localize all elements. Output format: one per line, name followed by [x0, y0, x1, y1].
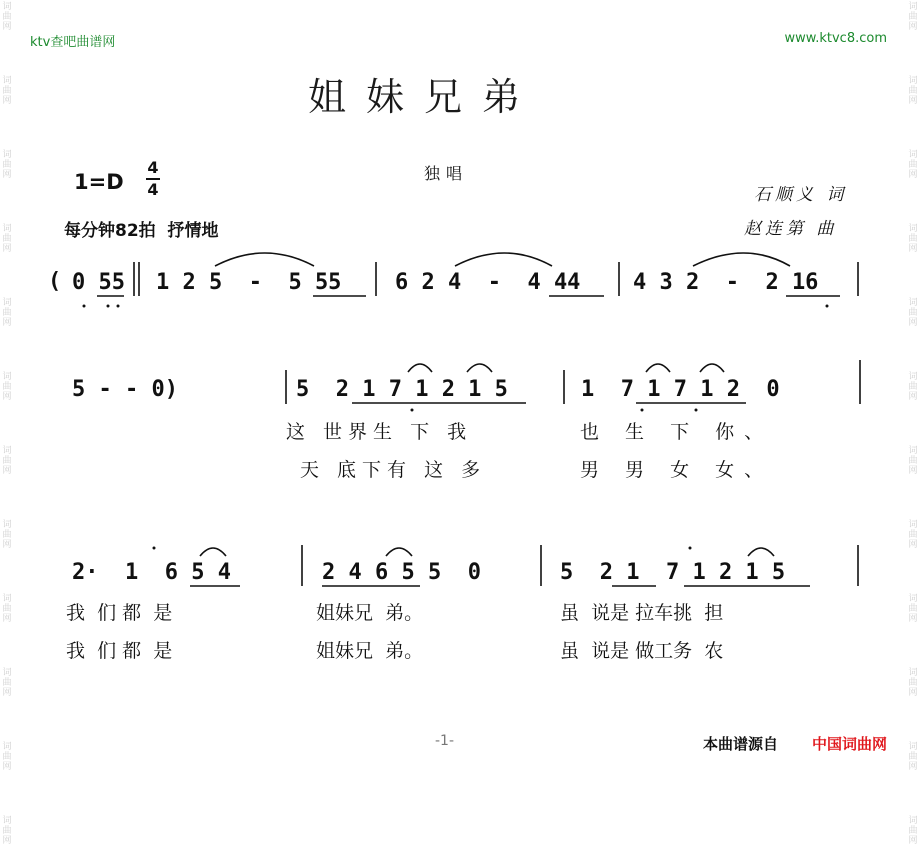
- watermark-group: 词 曲 网: [908, 76, 918, 106]
- watermark-group: 词 曲 网: [2, 224, 12, 254]
- watermark-group: 词 曲 网: [2, 76, 12, 106]
- watermark-group: 词 曲 网: [2, 520, 12, 550]
- watermark-group: 词 曲 网: [2, 2, 12, 32]
- watermark-group: 词 曲 网: [2, 742, 12, 772]
- score-line1-paren: (: [48, 269, 62, 294]
- score-line2-measure-1: 5 - - 0): [72, 377, 178, 402]
- lyrics-line3-verse1-b: 姐妹兄 弟。: [316, 602, 424, 624]
- lyrics-line3-verse1-c: 虽 说是 拉车挑 担: [560, 602, 724, 624]
- watermark-group: 词 曲 网: [2, 668, 12, 698]
- watermark-group: 词 曲 网: [2, 150, 12, 180]
- watermark-group: 词 曲 网: [908, 372, 918, 402]
- lyrics-line2-verse2-b: 男 男 女 女、: [580, 459, 774, 481]
- lyrics-line3-verse2-c: 虽 说是 做工务 农: [560, 640, 724, 662]
- score-line1-measure-3: 4 3 2 - 2 16: [633, 270, 819, 295]
- watermark-group: 词 曲 网: [908, 668, 918, 698]
- watermark-group: 词 曲 网: [908, 742, 918, 772]
- watermark-group: 词 曲 网: [908, 150, 918, 180]
- lyrics-line2-verse1-a: 这 世界生 下 我: [286, 421, 473, 443]
- key-signature: 1=D: [74, 170, 124, 194]
- score-line1-measure-2: 6 2 4 - 4 44: [395, 270, 581, 295]
- time-signature-bottom: 4: [147, 180, 159, 199]
- watermark-group: 词 曲 网: [2, 594, 12, 624]
- lyrics-line3-verse2-a: 我 们 都 是: [66, 640, 173, 662]
- lyricist-credit: 石顺义 词: [754, 185, 848, 205]
- composer-credit: 赵连第 曲: [744, 219, 838, 239]
- page-number: -1-: [435, 733, 455, 749]
- score-line1-measure-1: 1 2 5 - 5 55: [156, 270, 342, 295]
- watermark-group: 词 曲 网: [908, 224, 918, 254]
- song-title: 姐妹兄弟: [308, 75, 541, 119]
- performance-type: 独唱: [424, 164, 469, 183]
- watermark-group: 词 曲 网: [908, 446, 918, 476]
- watermark-group: 词 曲 网: [908, 594, 918, 624]
- watermark-group: 词 曲 网: [908, 520, 918, 550]
- score-line3-measure-3: 5 2 1 7 1 2 1 5: [560, 560, 786, 585]
- watermark-group: 词 曲 网: [908, 2, 918, 32]
- watermark-group: 词 曲 网: [2, 372, 12, 402]
- watermark-group: 词 曲 网: [2, 298, 12, 328]
- lyrics-line2-verse2-a: 天 底下有 这 多: [300, 459, 487, 481]
- time-signature-top: 4: [147, 158, 159, 177]
- source-label: 本曲谱源自: [702, 735, 778, 753]
- score-line1-measure-pickup: 0 55: [72, 270, 125, 295]
- lyrics-line2-verse1-b: 也 生 下 你、: [580, 421, 774, 443]
- score-line3-measure-1: 2· 1 6 5 4: [72, 560, 231, 585]
- score-line2-measure-2: 5 2 1 7 1 2 1 5: [296, 377, 508, 402]
- lyrics-line3-verse2-b: 姐妹兄 弟。: [316, 640, 424, 662]
- lyrics-line3-verse1-a: 我 们 都 是: [66, 602, 173, 624]
- watermark-group: 词 曲 网: [908, 816, 918, 846]
- watermark-group: 词 曲 网: [2, 816, 12, 846]
- watermark-group: 词 曲 网: [2, 446, 12, 476]
- watermark-group: 词 曲 网: [908, 298, 918, 328]
- score-line2-measure-3: 1 7 1 7 1 2 0: [581, 377, 780, 402]
- site-url-right[interactable]: www.ktvc8.com: [784, 31, 887, 46]
- source-brand-link[interactable]: 中国词曲网: [811, 735, 887, 753]
- score-line3-measure-2: 2 4 6 5 5 0: [322, 560, 481, 585]
- site-name-left[interactable]: ktv查吧曲谱网: [30, 35, 116, 50]
- tempo-marking: 每分钟82拍 抒情地: [64, 221, 219, 241]
